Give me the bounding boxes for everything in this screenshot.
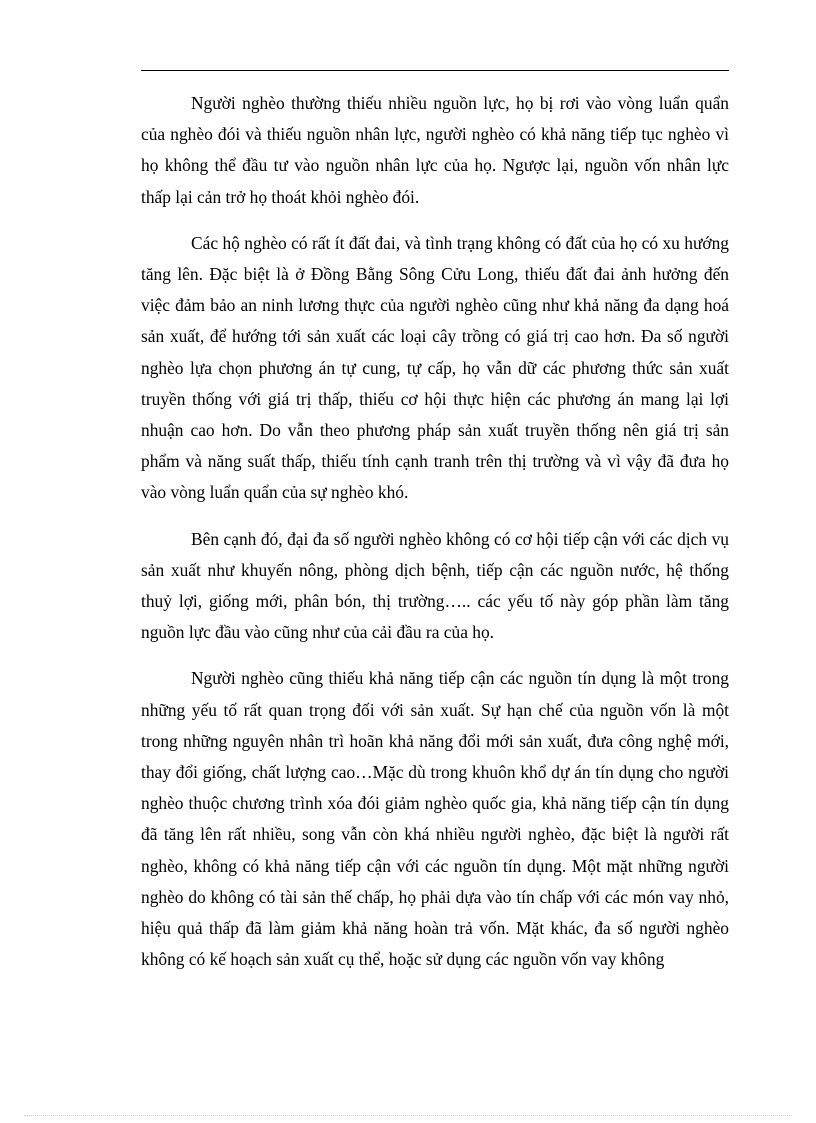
paragraph-production-services: Bên cạnh đó, đại đa số người nghèo không có cơ hội tiếp cận với các dịch vụ sản xuất như khuyến nông, phòng dịch bệnh, tiếp cận các nguồn nước, hệ thống thuỷ lợi, giống mới, phân bón, thị trường….. các yếu tố này góp phần làm tăng nguồn lực đầu vào cũng như của cải đầu ra của họ. bbox=[141, 528, 729, 643]
paragraph-poor-human-capital: Người nghèo thường thiếu nhiều nguồn lực, họ bị rơi vào vòng luẩn quẩn của nghèo đói và thiếu nguồn nhân lực, người nghèo có khả năng tiếp tục nghèo vì họ không thể đầu tư vào nguồn nhân lực của họ. Ngược lại, nguồn vốn nhân lực thấp lại cản trở họ thoát khỏi nghèo đói. bbox=[141, 93, 729, 207]
paragraph-credit-access: Người nghèo cũng thiếu khả năng tiếp cận các nguồn tín dụng là một trong những yếu tố rất quan trọng đối với sản xuất. Sự hạn chế của nguồn vốn là một trong những nguyên nhân trì hoãn khả năng đổi mới sản xuất, đưa công nghệ mới, thay đổi giống, chất lượng cao…Mặc dù trong khuôn khổ dự án tín dụng cho người nghèo thuộc chương trình xóa đói giảm nghèo quốc gia, khả năng tiếp cận tín dụng đã tăng lên rất nhiều, song vẫn còn khá nhiều người nghèo, đặc biệt là người rất nghèo, không có khả năng tiếp cận với các nguồn tín dụng. Một mặt những người nghèo do không có tài sản thế chấp, họ phải dựa vào tín chấp với các món vay nhỏ, hiệu quả thấp đã làm giảm khả năng hoàn trả vốn. Mặt khác, đa số người nghèo không có kế hoạch sản xuất cụ thể, hoặc sử dụng các nguồn vốn vay không bbox=[141, 668, 729, 970]
paragraph-land-shortage: Các hộ nghèo có rất ít đất đai, và tình trạng không có đất của họ có xu hướng tăng lên. Đặc biệt là ở Đồng Bằng Sông Cửu Long, thiếu đất đai ảnh hưởng đến việc đảm bảo an ninh lương thực của người nghèo cũng như khả năng đa dạng hoá sản xuất, để hướng tới sản xuất các loại cây trồng có giá trị cao hơn. Đa số người nghèo lựa chọn phương án tự cung, tự cấp, họ vẫn dữ các phương thức sản xuất truyền thống với giá trị thấp, thiếu cơ hội thực hiện các phương án mang lại lợi nhuận cao hơn. Do vẫn theo phương pháp sản xuất truyền thống nên giá trị sản phẩm và năng suất thấp, thiếu tính cạnh tranh trên thị trường và vì vậy đã đưa họ vào vòng luẩn quẩn của sự nghèo khó. bbox=[141, 232, 729, 503]
document-body bbox=[141, 88, 729, 990]
page-bottom-border bbox=[24, 1115, 792, 1116]
header-divider bbox=[141, 70, 729, 71]
